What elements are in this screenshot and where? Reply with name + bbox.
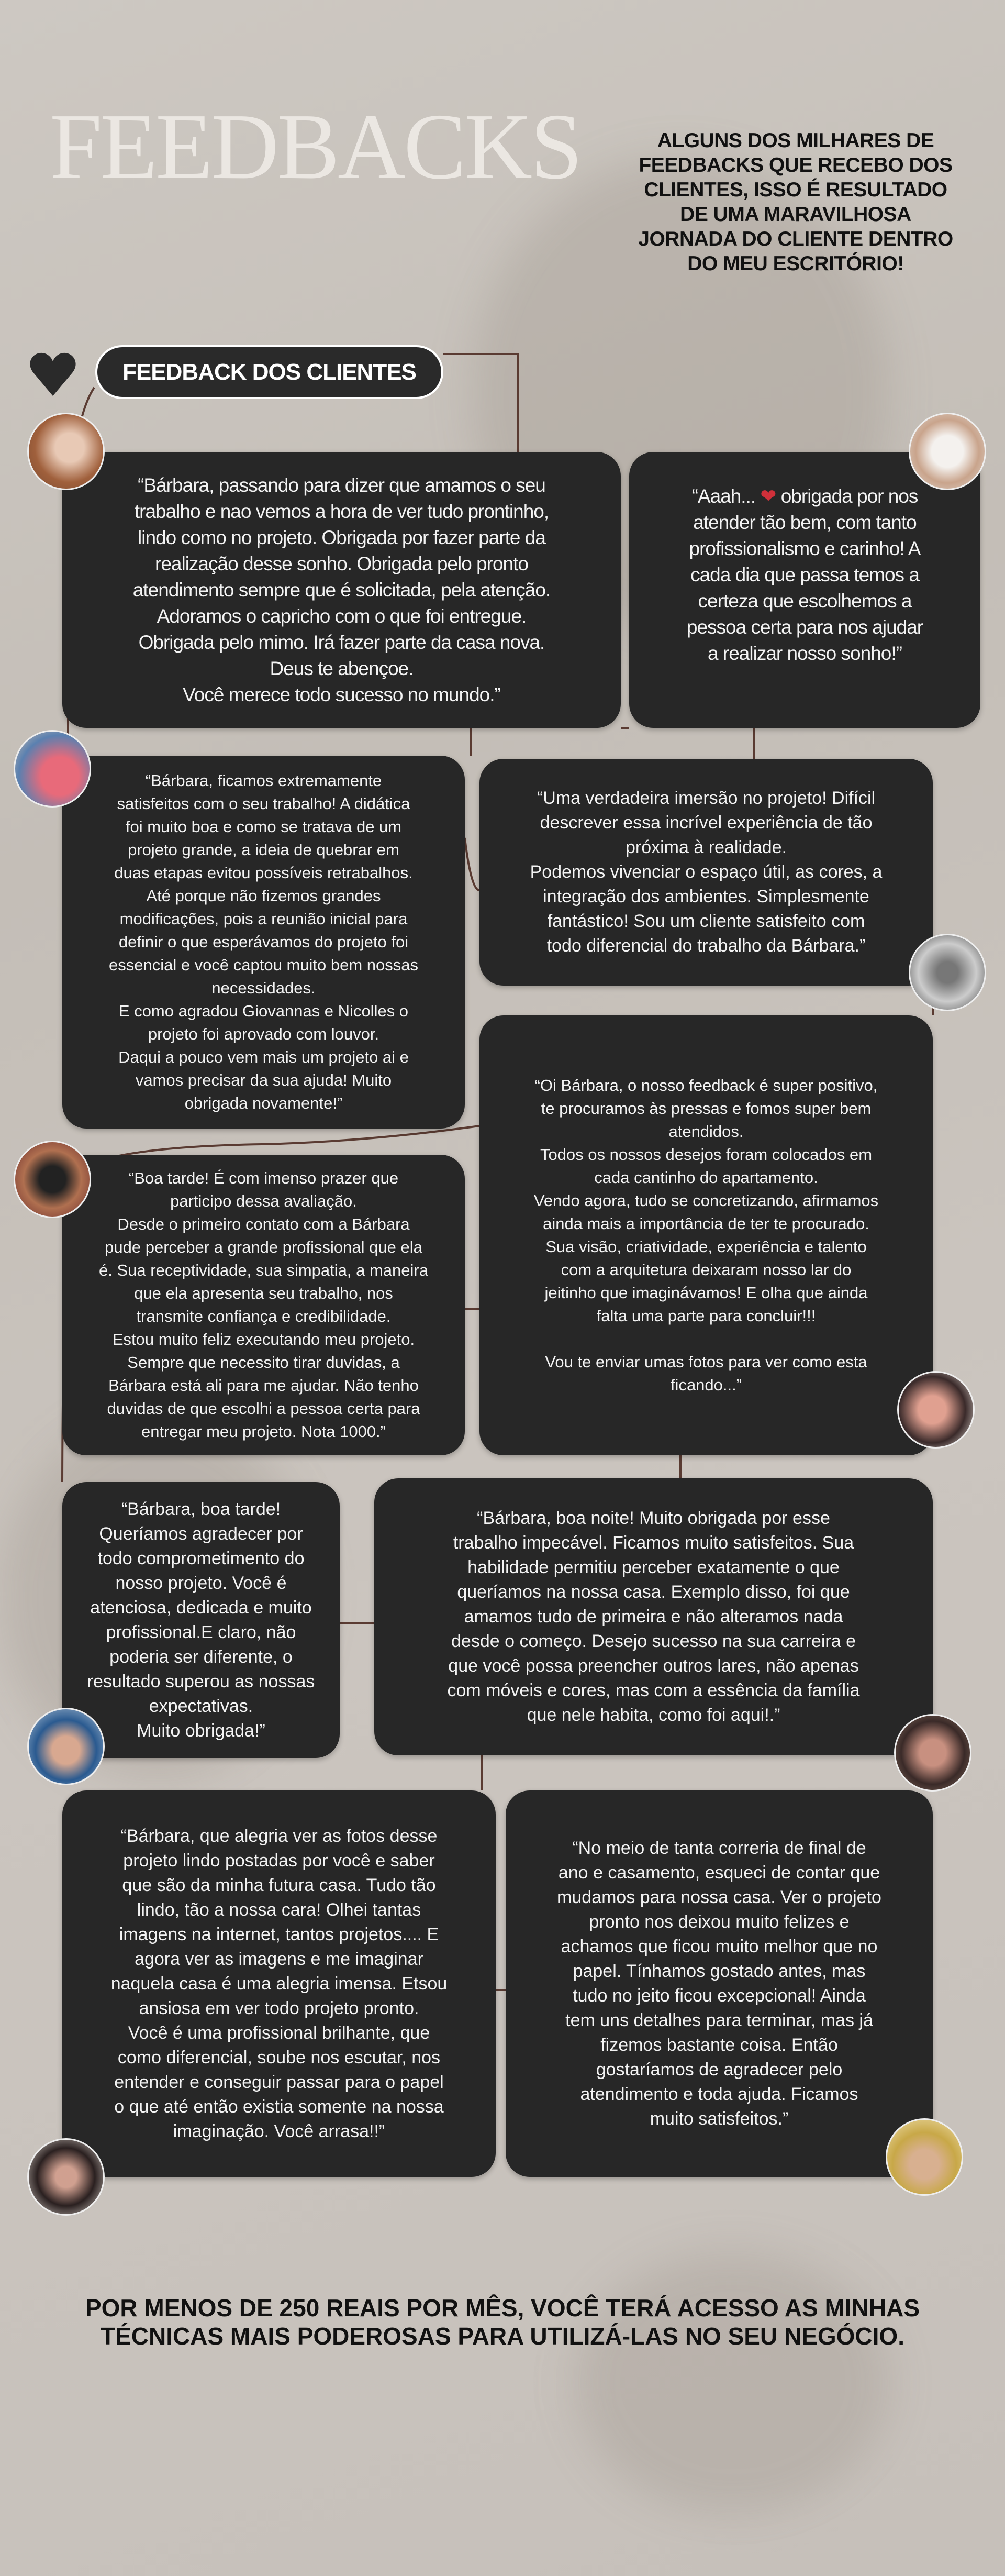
testimonial-card <box>62 1790 496 2177</box>
client-avatar <box>886 2118 963 2196</box>
client-avatar <box>909 413 986 490</box>
page-title: FEEDBACKS <box>50 94 581 198</box>
testimonial-text: “No meio de tanta correria de final de ano e casamento, esqueci de contar que mudamos para nossa casa. Ver o projeto pronto nos deixou muito felizes e achamos que ficou muito melhor que no papel. Tínhamos gostado antes, mas tudo no jeito ficou excepcional! Ainda tem uns detalhes para terminar, mas já fizemos bastante coisa. Então gostaríamos de agradecer pelo atendimento e toda ajuda. Ficamos muito satisfeitos.” <box>557 1838 881 2129</box>
testimonial-card <box>506 1790 933 2177</box>
testimonial-card <box>62 1482 340 1758</box>
testimonial-card <box>629 452 980 728</box>
section-label: FEEDBACK DOS CLIENTES <box>95 345 443 399</box>
heart-icon: ❤ <box>760 485 776 507</box>
testimonial-text-end: obrigada por nos atender tão bem, com tanto profissionalismo e carinho! A cada dia que passa temos a certeza que escolhemos a pessoa certa para nos ajudar a realizar nosso sonho!” <box>686 485 923 664</box>
client-avatar <box>14 730 91 808</box>
testimonial-card <box>374 1478 933 1755</box>
testimonial-text: “Bárbara, passando para dizer que amamos o seu trabalho e nao vemos a hora de ver tudo prontinho, lindo como no projeto. Obrigada por fazer parte da realização desse sonho. Obrigada pelo pronto atendimento sempre que é solicitada, pela atenção. Adoramos o capricho com o que foi entregue. Obrigada pelo mimo. Irá fazer parte da casa nova. Deus te abençoe. Você merece todo sucesso no mundo.” <box>132 474 551 705</box>
client-avatar <box>27 1708 105 1785</box>
testimonial-card <box>479 759 933 986</box>
testimonial-card <box>62 452 621 728</box>
testimonial-text: “Bárbara, ficamos extremamente satisfeitos com o seu trabalho! A didática foi muito boa e como se tratava de um projeto grande, a ideia de quebrar em duas etapas evitou possíveis retrabalhos. Até porque não fizemos grandes modificações, pois a reunião inicial para definir o que esperávamos do projeto foi essencial e você captou muito bem nossas necessidades. E como agradou Giovannas e Nicolles o projeto foi aprovado com louvor. Daqui a pouco vem mais um projeto ai e vamos precisar da sua ajuda! Muito obrigada novamente!” <box>108 771 419 1112</box>
client-avatar <box>897 1371 975 1449</box>
testimonial-text: “Boa tarde! É com imenso prazer que participo dessa avaliação. Desde o primeiro contato com a Bárbara pude perceber a grande profissional que ela é. Sua receptividade, sua simpatia, a maneira que ela apresenta seu trabalho, nos transmite confiança e credibilidade. Estou muito feliz executando meu projeto. Sempre que necessito tirar duvidas, a Bárbara está ali para me ajudar. Não tenho duvidas de que escolhi a pessoa certa para entregar meu projeto. Nota 1000.” <box>99 1169 428 1441</box>
client-avatar <box>909 934 986 1011</box>
testimonial-text: “Bárbara, boa noite! Muito obrigada por esse trabalho impecável. Ficamos muito satisfeitos. Sua habilidade permitiu perceber exatamente o que queríamos na nossa casa. Exemplo disso, foi que amamos tudo de primeira e não alteramos nada desde o começo. Desejo sucesso na sua carreira e que você possa preencher outros lares, não apenas com móveis e cores, mas com a essência da família que nele habita, como foi aqui!.” <box>447 1508 860 1725</box>
testimonial-text <box>687 483 923 667</box>
testimonial-text: “Uma verdadeira imersão no projeto! Difícil descrever essa incrível experiência de tão próxima à realidade. Podemos vivenciar o espaço útil, as cores, a integração dos ambientes. Simplesmente fantástico! Sou um cliente satisfeito com todo diferencial do trabalho da Bárbara.” <box>530 788 883 956</box>
client-avatar <box>14 1141 91 1218</box>
testimonial-text-start: “Aaah... <box>691 485 761 507</box>
testimonial-card <box>479 1015 933 1455</box>
testimonial-text: “Oi Bárbara, o nosso feedback é super positivo, te procuramos às pressas e fomos super bem atendidos. Todos os nossos desejos foram colocados em cada cantinho do apartamento. Vendo agora, tudo se concretizando, afirmamos ainda mais a importância de ter te procurado. Sua visão, criatividade, experiência e talento com a arquitetura deixaram nosso lar do jeitinho que imaginávamos! E olha que ainda falta uma parte para concluir!!! Vou te enviar umas fotos para ver como esta ficando...” <box>533 1076 879 1394</box>
testimonial-card <box>62 756 465 1129</box>
testimonial-text: “Bárbara, boa tarde! Queríamos agradecer por todo comprometimento do nosso projeto. Você é atenciosa, dedicada e muito profissional.E claro, não poderia ser diferente, o resultado superou as nossas expectativas. Muito obrigada!” <box>87 1499 315 1741</box>
testimonial-text: “Bárbara, que alegria ver as fotos desse projeto lindo postadas por você e saber que são da minha futura casa. Tudo tão lindo, tão a nossa cara! Olhei tantas imagens na internet, tantos projetos.... E agora ver as imagens e me imaginar naquela casa é uma alegria imensa. Etsou ansiosa em ver todo projeto pronto. Você é uma profissional brilhante, que como diferencial, soube nos escutar, nos entender e conseguir passar para o papel o que até então existia somente na nossa imaginação. Você arrasa!!” <box>110 1826 448 2141</box>
heart-icon <box>29 352 76 396</box>
client-avatar <box>894 1714 972 1792</box>
footer-cta-text: POR MENOS DE 250 REAIS POR MÊS, VOCÊ TERÁ ACESSO AS MINHAS TÉCNICAS MAIS PODEROSAS PARA UTILIZÁ-LAS NO SEU NEGÓCIO. <box>85 2294 920 2350</box>
testimonial-card <box>62 1155 465 1455</box>
client-avatar <box>27 413 105 490</box>
intro-text: ALGUNS DOS MILHARES DE FEEDBACKS QUE RECEBO DOS CLIENTES, ISSO É RESULTADO DE UMA MARAVILHOSA JORNADA DO CLIENTE DENTRO DO MEU ESCRITÓRIO! <box>638 129 953 275</box>
client-avatar <box>27 2138 105 2216</box>
